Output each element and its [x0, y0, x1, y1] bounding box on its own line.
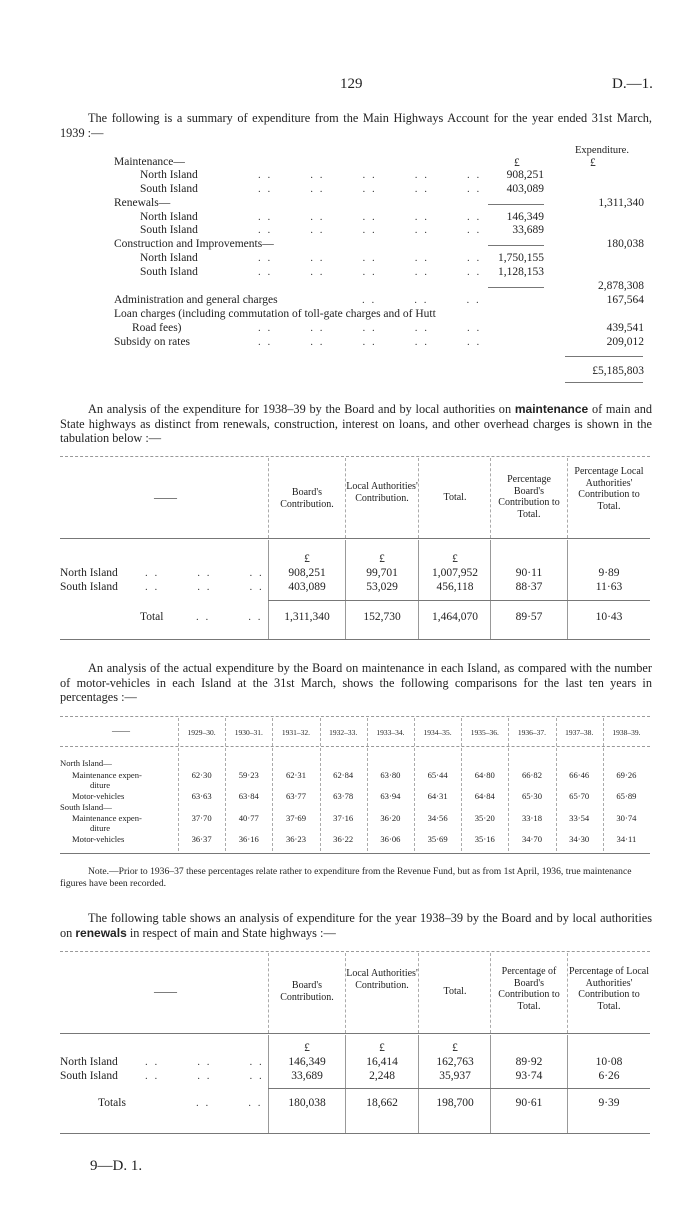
- year-header: 1932–33.: [329, 728, 358, 737]
- renewals-label: Renewals—: [114, 197, 171, 209]
- cell-pct-local-total: 10·43: [595, 611, 623, 623]
- total-row-label: Totals: [98, 1097, 126, 1109]
- header-pct-board: Percentage Board's Contribution to Total.: [498, 474, 560, 520]
- percentage-cell: 62·31: [285, 770, 307, 780]
- motor-row-label: Motor-vehicles: [72, 834, 125, 844]
- percentage-cell: 63·63: [191, 791, 212, 801]
- loan-label-cont: Road fees): [132, 322, 182, 334]
- year-header: 1933–34.: [376, 728, 405, 737]
- percentage-cell: 30·74: [616, 813, 637, 823]
- header-total: Total.: [443, 492, 467, 503]
- table-row-label: South Island: [60, 1070, 118, 1082]
- total-row-label: Total: [140, 611, 164, 623]
- maintenance-row-label: Maintenance expen-: [72, 813, 142, 823]
- year-header: 1938–39.: [612, 728, 641, 737]
- percentage-cell: 37·69: [285, 813, 307, 823]
- percentage-cell: 63·84: [238, 791, 259, 801]
- percentage-cell: 35·16: [474, 834, 495, 844]
- renewals-intro: The following table shows an analysis of expenditure for the year 1938–39 by the Board and by local authorities on renewals in respect of main and State highways :—: [60, 911, 652, 940]
- cell-total: 1,007,952: [432, 567, 478, 579]
- percentage-cell: 62·84: [333, 770, 354, 780]
- table-row-label: North Island: [60, 1056, 118, 1068]
- table-row-label: North Island: [60, 567, 118, 579]
- cell-pct-board: 93·74: [515, 1070, 543, 1082]
- header-local-contribution: Local Authorities' Contribution.: [346, 968, 418, 991]
- cell-pct-board: 90·11: [515, 567, 543, 579]
- cell-total-total: 1,464,070: [432, 611, 478, 623]
- percentage-cell: 65·30: [521, 791, 543, 801]
- cell-total: 35,937: [439, 1070, 471, 1082]
- header-pct-local: Percentage of Local Authorities' Contribution to Total.: [569, 966, 649, 1012]
- construction-south-value: 1,128,153: [498, 266, 544, 278]
- header-board-contribution: Board's Contribution.: [280, 487, 334, 510]
- percentage-cell: 35·69: [427, 834, 448, 844]
- construction-total-value: 2,878,308: [598, 280, 644, 292]
- motor-row-label: Motor-vehicles: [72, 791, 125, 801]
- year-header: 1931–32.: [281, 728, 311, 737]
- header-pct-local: Percentage Local Authorities' Contribution to Total.: [574, 466, 644, 512]
- percentage-cell: 40·77: [238, 813, 259, 823]
- cell-total-total: 198,700: [436, 1097, 474, 1109]
- year-header: 1935–36.: [470, 728, 499, 737]
- year-header: 1936–37.: [517, 728, 547, 737]
- summary-intro: The following is a summary of expenditure from the Main Highways Account for the year ended 31st March, 1939 :—: [60, 111, 652, 140]
- subsidy-label: Subsidy on rates: [114, 336, 191, 348]
- year-header: 1937–38.: [565, 728, 594, 737]
- cell-local: 53,029: [366, 581, 398, 593]
- table-row-label: South Island: [60, 581, 118, 593]
- cell-pct-board-total: 89·57: [515, 611, 543, 623]
- percentage-cell: 35·20: [474, 813, 495, 823]
- cell-pct-board: 89·92: [515, 1056, 543, 1068]
- page-footer: 9—D. 1.: [90, 1158, 143, 1174]
- percentage-cell: 69·26: [616, 770, 637, 780]
- cell-board: 33,689: [291, 1070, 323, 1082]
- grand-total-value: £5,185,803: [592, 365, 644, 377]
- renewals-north-value: 146,349: [506, 211, 544, 223]
- header-local-contribution: Local Authorities' Contribution.: [346, 481, 418, 504]
- north-island-label: North Island: [140, 252, 198, 264]
- header-total: Total.: [443, 986, 467, 997]
- percentage-cell: 36·20: [380, 813, 401, 823]
- cell-total: 456,118: [436, 581, 474, 593]
- currency-symbol: £: [452, 1042, 458, 1054]
- cell-board: 146,349: [288, 1056, 326, 1068]
- stub-dash: ——: [154, 986, 177, 998]
- percentage-cell: 36·23: [285, 834, 307, 844]
- header-pct-board: Percentage of Board's Contribution to Total.: [498, 966, 560, 1012]
- cell-local-total: 152,730: [363, 611, 401, 623]
- cell-board: 403,089: [288, 581, 326, 593]
- percentage-cell: 34·56: [427, 813, 448, 823]
- motor-intro: An analysis of the actual expenditure by the Board on maintenance in each Island, as compared with the number of motor-vehicles in each Island at the 31st March, shows the following comparisons for the last ten years in percentages :—: [60, 661, 652, 704]
- percentage-cell: 37·70: [191, 813, 212, 823]
- cell-board-total: 1,311,340: [284, 611, 330, 623]
- construction-north-value: 1,750,155: [498, 252, 544, 264]
- cell-pct-local: 6·26: [598, 1070, 620, 1082]
- note: Note.—Prior to 1936–37 these percentages relate rather to expenditure from the Revenue Fund, but as from 1st April, 1936, true maintenance figures have been recorded.: [60, 866, 632, 889]
- year-header: 1934–35.: [423, 728, 452, 737]
- percentage-cell: 62·30: [191, 770, 212, 780]
- stub-dash: ——: [112, 726, 130, 736]
- percentage-cell: 64·80: [474, 770, 495, 780]
- maintenance-row-label: Maintenance expen-: [72, 770, 142, 780]
- year-header: 1929–30.: [187, 728, 216, 737]
- percentage-cell: 59·23: [238, 770, 259, 780]
- cell-local-total: 18,662: [366, 1097, 398, 1109]
- maintenance-label: Maintenance—: [114, 156, 185, 168]
- cell-total: 162,763: [436, 1056, 474, 1068]
- admin-label: Administration and general charges: [114, 294, 278, 306]
- percentage-cell: 63·78: [333, 791, 354, 801]
- south-island-label: South Island: [140, 266, 198, 278]
- loan-label: Loan charges (including commutation of toll-gate charges and of Hutt: [114, 308, 436, 320]
- percentage-cell: 64·31: [427, 791, 448, 801]
- cell-pct-local: 9·89: [598, 567, 620, 579]
- percentage-cell: 34·30: [569, 834, 590, 844]
- percentage-cell: 36·37: [191, 834, 212, 844]
- maintenance-row-label-cont: diture: [90, 823, 111, 833]
- percentage-cell: 65·44: [427, 770, 448, 780]
- maintenance-intro: An analysis of the expenditure for 1938–39 by the Board and by local authorities on maintenance of main and State highways as distinct from renewals, construction, interest on loans, and other overhead charges is shown in the tabulation below :—: [60, 402, 652, 445]
- cell-pct-local: 10·08: [595, 1056, 623, 1068]
- currency-symbol: £: [379, 1042, 385, 1054]
- cell-local: 99,701: [366, 567, 398, 579]
- cell-pct-board: 88·37: [515, 581, 543, 593]
- north-island-group-label: North Island—: [60, 758, 112, 768]
- document-code: D.—1.: [612, 76, 653, 92]
- expenditure-header: Expenditure.: [575, 145, 629, 156]
- cell-pct-local-total: 9·39: [598, 1097, 620, 1109]
- admin-value: 167,564: [606, 294, 644, 306]
- percentage-cell: 36·16: [238, 834, 259, 844]
- percentage-cell: 66·46: [569, 770, 590, 780]
- cell-pct-board-total: 90·61: [515, 1097, 543, 1109]
- percentage-cell: 63·80: [380, 770, 401, 780]
- renewals-total-value: 180,038: [606, 238, 644, 250]
- page-number: 129: [340, 76, 363, 92]
- percentage-cell: 34·11: [616, 834, 637, 844]
- renewals-south-value: 33,689: [512, 224, 544, 236]
- currency-symbol: £: [514, 157, 520, 169]
- maintenance-total-value: 1,311,340: [598, 197, 644, 209]
- south-island-label: South Island: [140, 183, 198, 195]
- percentage-cell: 65·70: [569, 791, 590, 801]
- north-island-label: North Island: [140, 211, 198, 223]
- percentage-cell: 64·84: [474, 791, 495, 801]
- percentage-cell: 34·70: [521, 834, 543, 844]
- currency-symbol: £: [452, 553, 458, 565]
- percentage-cell: 33·54: [569, 813, 590, 823]
- stub-dash: ——: [154, 492, 177, 504]
- cell-board: 908,251: [288, 567, 326, 579]
- currency-symbol: £: [590, 157, 596, 169]
- cell-board-total: 180,038: [288, 1097, 326, 1109]
- percentage-cell: 33·18: [521, 813, 543, 823]
- currency-symbol: £: [379, 553, 385, 565]
- header-board-contribution: Board's Contribution.: [280, 980, 334, 1003]
- percentage-cell: 37·16: [333, 813, 354, 823]
- maintenance-row-label-cont: diture: [90, 780, 111, 790]
- percentage-cell: 63·77: [285, 791, 307, 801]
- percentage-cell: 36·22: [333, 834, 354, 844]
- south-island-group-label: South Island—: [60, 802, 112, 812]
- loan-value: 439,541: [606, 322, 644, 334]
- maintenance-north-value: 908,251: [506, 169, 544, 181]
- cell-pct-local: 11·63: [595, 581, 623, 593]
- cell-local: 2,248: [369, 1070, 395, 1082]
- maintenance-south-value: 403,089: [506, 183, 544, 195]
- subsidy-value: 209,012: [606, 336, 644, 348]
- percentage-cell: 63·94: [380, 791, 401, 801]
- percentage-cell: 36·06: [380, 834, 401, 844]
- south-island-label: South Island: [140, 224, 198, 236]
- currency-symbol: £: [304, 1042, 310, 1054]
- construction-label: Construction and Improvements—: [114, 238, 274, 250]
- north-island-label: North Island: [140, 169, 198, 181]
- percentage-cell: 65·89: [616, 791, 637, 801]
- percentage-cell: 66·82: [521, 770, 543, 780]
- cell-local: 16,414: [366, 1056, 398, 1068]
- year-header: 1930–31.: [234, 728, 263, 737]
- currency-symbol: £: [304, 553, 310, 565]
